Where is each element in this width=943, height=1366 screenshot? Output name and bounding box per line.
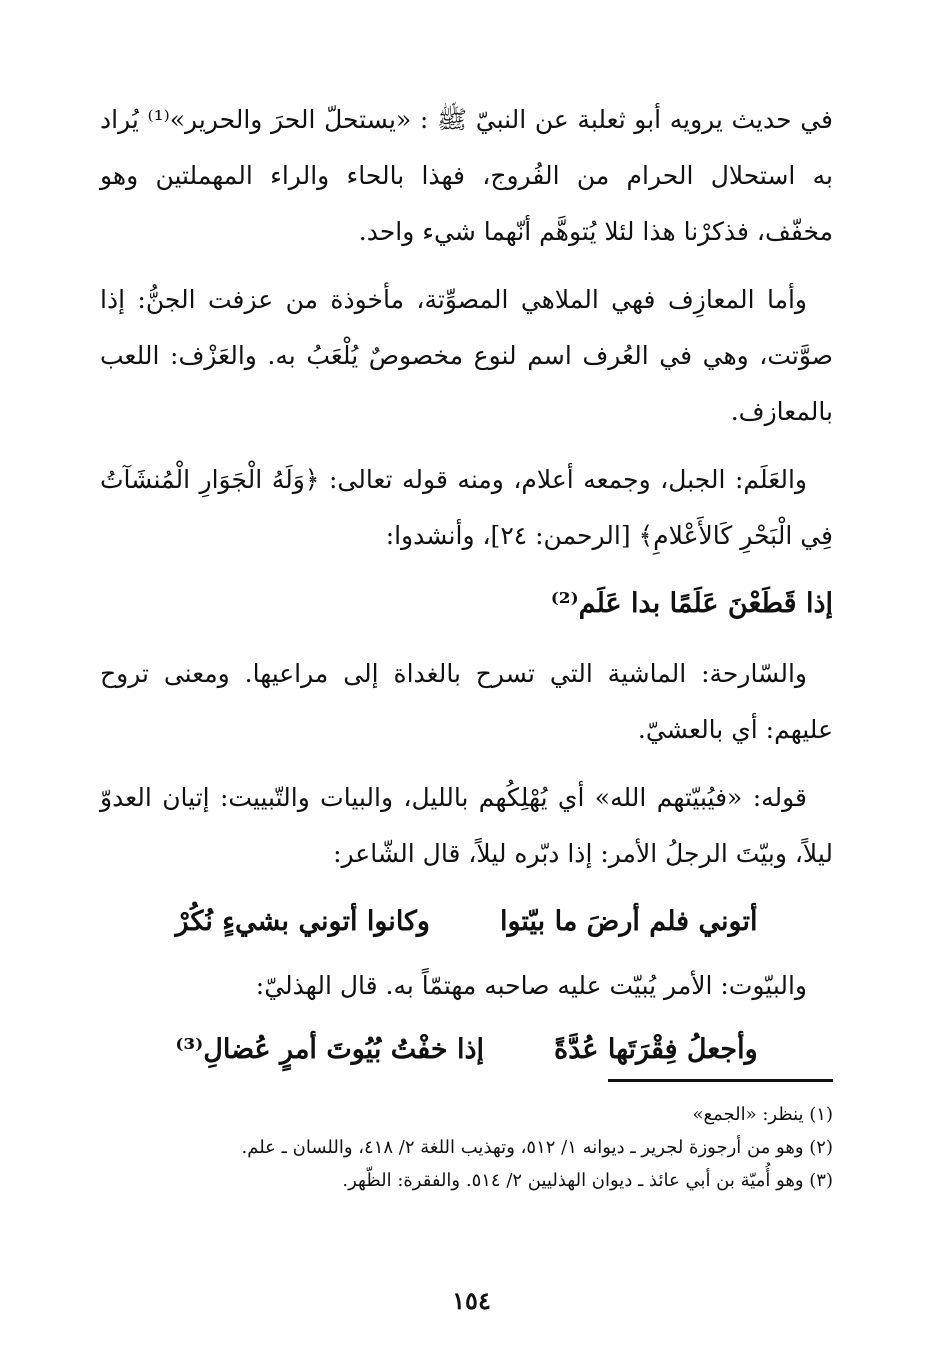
verse-alam: إذا قَطَعْنَ عَلَمًا بدا عَلَم⁽²⁾ <box>550 588 833 619</box>
paragraph-alam: والعَلَم: الجبل، وجمعه أعلام، ومنه قوله تعالى: ﴿وَلَهُ الْجَوَارِ الْمُنشَآتُ فِي الْبَحْرِ كَالأَعْلامِ﴾ [الرحمن: ٢٤]، وأنشدوا: <box>100 465 833 550</box>
verse-hemistich-first: أتوني فلم أرضَ ما بيّتوا <box>499 906 758 937</box>
footnote-2: (٢) وهو من أرجوزة لجرير ـ ديوانه ١/ ٥١٢، وتهذيب اللغة ٢/ ٤١٨، واللسان ـ علم. <box>241 1137 833 1158</box>
verse-hemistich-second: وكانوا أتوني بشيءٍ نُكُرْ <box>175 906 430 937</box>
footnote-1: (١) ينظر: «الجمع» <box>692 1104 833 1125</box>
paragraph-bayyut: والبيّوت: الأمر يُبيّت عليه صاحبه مهتمّاً به. قال الهذليّ: <box>255 971 807 1000</box>
verse-hemistich-second: إذا خفْتُ بُيُوتَ أمرٍ عُضالِ⁽³⁾ <box>175 1034 485 1065</box>
paragraph-maazif: وأما المعازِف فهي الملاهي المصوِّتة، مأخوذة من عزفت الجنُّ: إذا صوَّتت، وهي في العُرف اسم لنوع مخصوصٌ يُلْعَبُ به. والعَزْف: اللعب بالمعازف. <box>100 285 833 426</box>
footnotes <box>100 1098 833 1197</box>
page-number: ١٥٤ <box>452 1286 491 1315</box>
paragraph-sariha: والسّارحة: الماشية التي تسرح بالغداة إلى مراعيها. ومعنى تروح عليهم: أي بالعشيّ. <box>100 659 833 744</box>
paragraph-hadith: في حديث يرويه أبو ثعلبة عن النبيّ ﷺ : «يستحلّ الحرَ والحرير»⁽¹⁾ يُراد به استحلال الحرام من الفُروج، فهذا بالحاء والراء المهملتين وهو مخفّف، فذكرْنا هذا لئلا يُتوهَّم أنّهما شيء واحد. <box>100 105 833 246</box>
footnote-divider <box>608 1079 833 1082</box>
paragraph-tabyeet: قوله: «فيُبيّتهم الله» أي يُهْلِكُهم بالليل، والبيات والتّبييت: إتيان العدوّ ليلاً، وبيّتَ الرجلُ الأمر: إذا دبّره ليلاً، قال الشّاعر: <box>100 783 833 868</box>
footnote-3: (٣) وهو أُميّة بن أبي عائذ ـ ديوان الهذليين ٢/ ٥١٤. والفقرة: الظّهر. <box>342 1170 833 1191</box>
verse-couplet-shaer <box>100 894 833 950</box>
verse-hemistich-first: وأجعلُ فِقْرَتَها عُدَّةً <box>554 1034 758 1065</box>
verse-couplet-hudhali <box>100 1022 833 1078</box>
main-text <box>100 92 833 1086</box>
